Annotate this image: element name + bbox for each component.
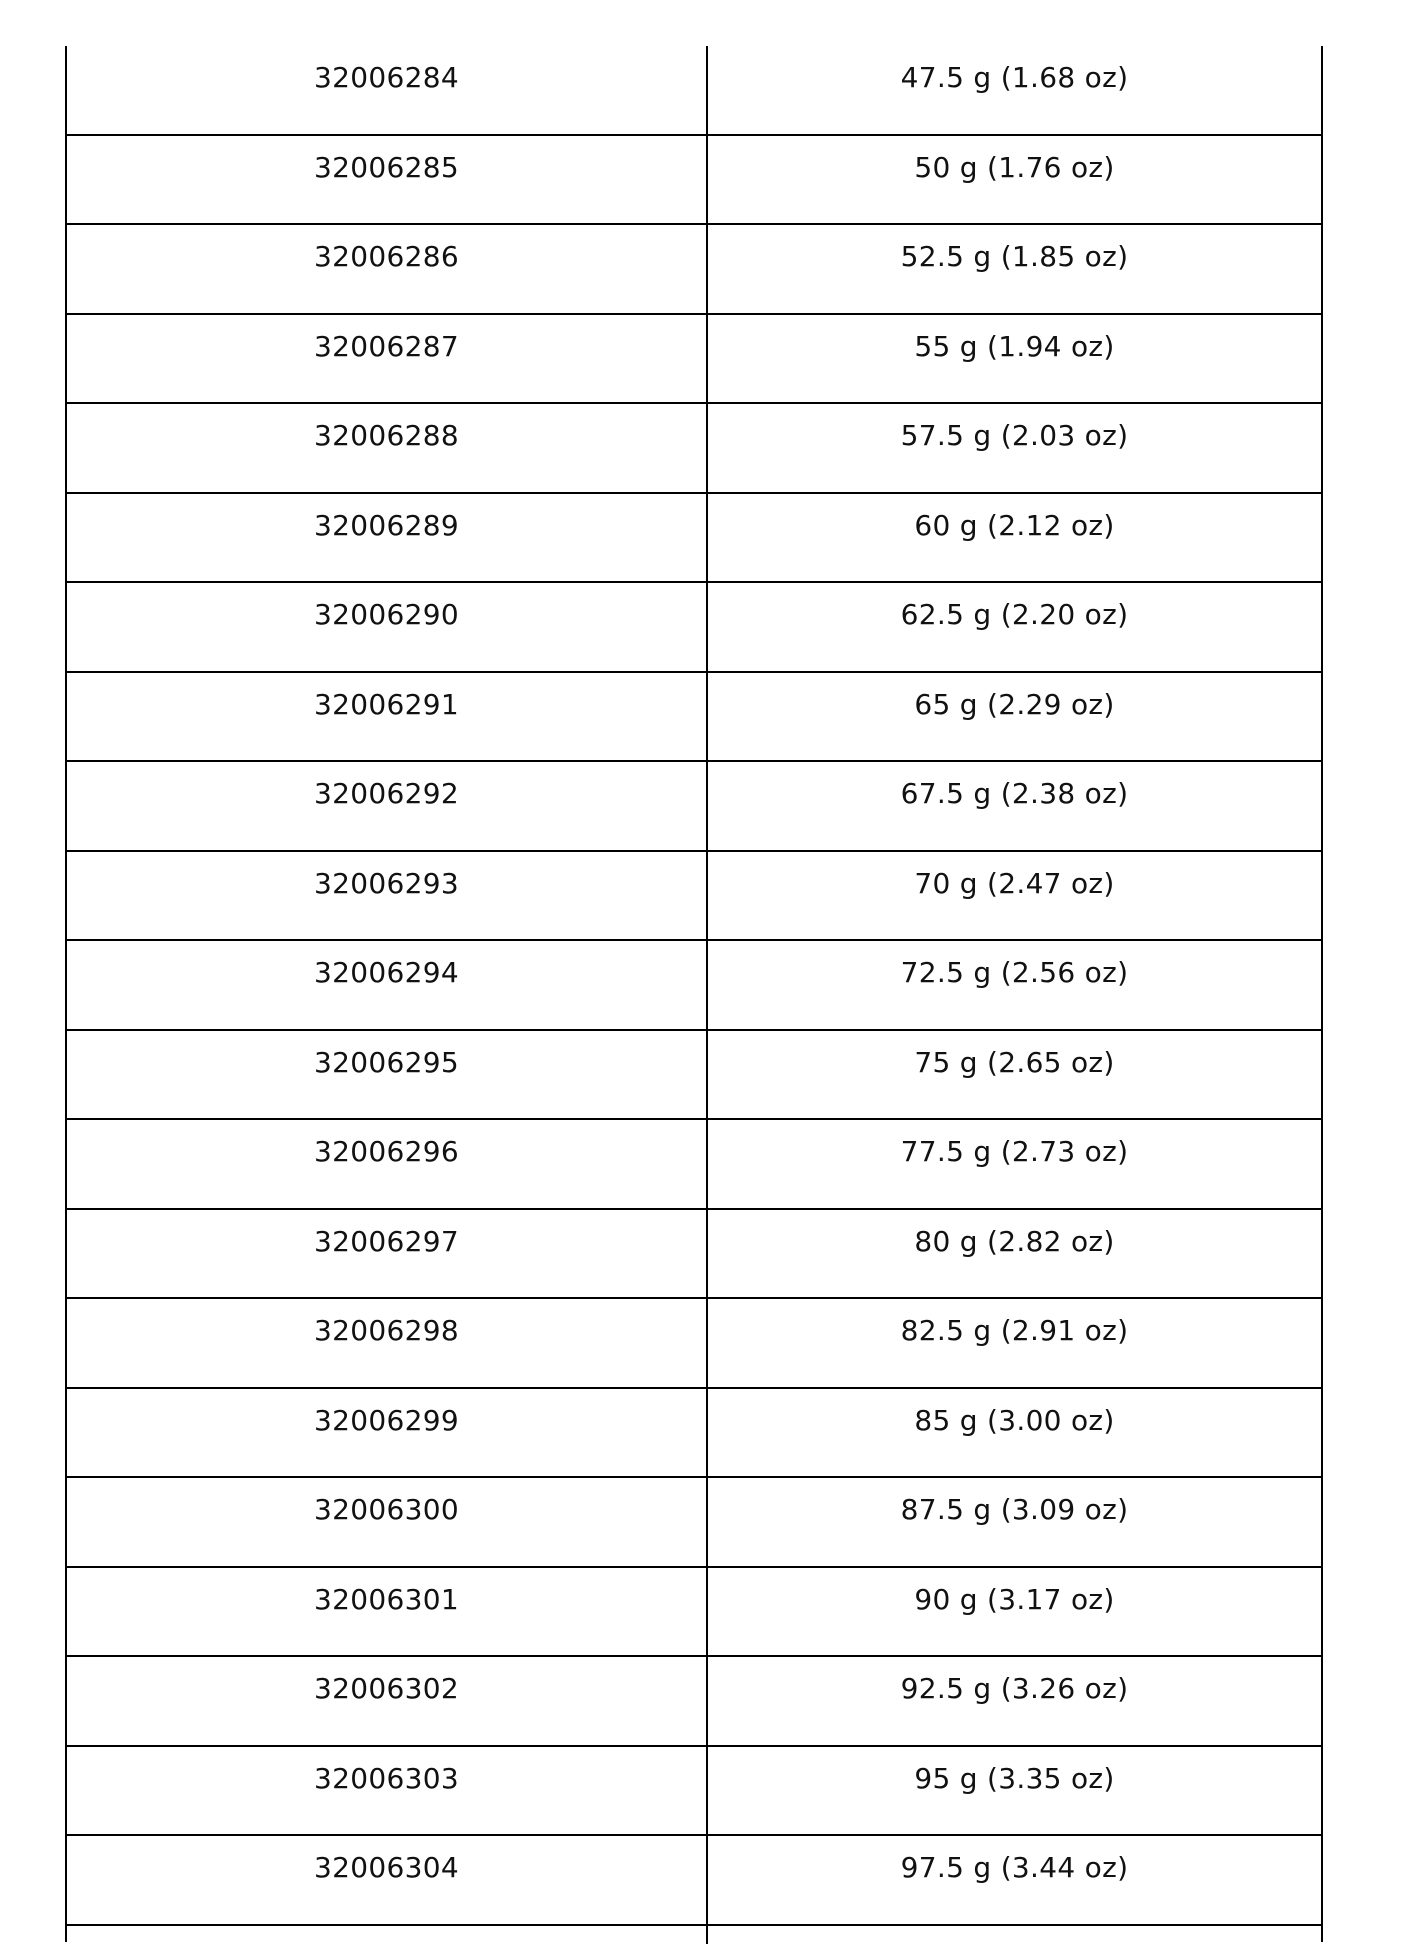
table-row [67,1657,1321,1747]
item-number-cell: 32006286 [67,225,708,313]
table-row [67,673,1321,763]
weight-cell: 90 g (3.17 oz) [914,1582,1115,1616]
item-number-cell: 32006302 [67,1657,708,1745]
item-number-cell: 32006297 [67,1210,708,1298]
product-weight-table [65,46,1323,1942]
table-row [67,762,1321,852]
item-number-cell: 32006294 [67,941,708,1029]
table-row [67,941,1321,1031]
weight-cell: 65 g (2.29 oz) [914,687,1115,721]
item-number-cell: 32006293 [67,852,708,940]
table-row [67,583,1321,673]
weight-cell: 47.5 g (1.68 oz) [900,61,1129,94]
table-row [67,136,1321,226]
table-row [67,1568,1321,1658]
weight-cell: 80 g (2.82 oz) [914,1224,1115,1258]
item-number-cell: 32006291 [67,673,708,761]
table-row [67,1747,1321,1837]
table-row [67,1389,1321,1479]
weight-cell: 92.5 g (3.26 oz) [900,1672,1129,1705]
table-row [67,1478,1321,1568]
item-number-cell: 32006287 [67,315,708,403]
weight-cell: 67.5 g (2.38 oz) [900,777,1129,810]
item-number-cell: 32006300 [67,1478,708,1566]
weight-cell: 75 g (2.65 oz) [914,1045,1115,1079]
item-number-cell: 32006295 [67,1031,708,1119]
item-number-cell: 32006303 [67,1747,708,1835]
table-row [67,494,1321,584]
weight-cell: 85 g (3.00 oz) [914,1403,1115,1437]
weight-cell: 72.5 g (2.56 oz) [900,956,1129,989]
item-number-cell: 32006289 [67,494,708,582]
weight-cell: 50 g (1.76 oz) [914,150,1115,184]
table-row [67,315,1321,405]
weight-cell: 87.5 g (3.09 oz) [900,1493,1129,1526]
table-row [67,1299,1321,1389]
table-row [67,852,1321,942]
weight-cell: 60 g (2.12 oz) [914,508,1115,542]
item-number-cell: 32006299 [67,1389,708,1477]
item-number-cell: 32006298 [67,1299,708,1387]
weight-cell: 70 g (2.47 oz) [914,866,1115,900]
item-number-cell: 32006288 [67,404,708,492]
table-row [67,1031,1321,1121]
item-number-cell: 32006284 [67,46,708,134]
table-row [67,1120,1321,1210]
item-number-cell: 32006290 [67,583,708,671]
weight-cell: 77.5 g (2.73 oz) [900,1135,1129,1168]
item-number-cell: 32006301 [67,1568,708,1656]
table-row [67,1836,1321,1926]
weight-cell: 55 g (1.94 oz) [914,329,1115,363]
table-row [67,1210,1321,1300]
weight-cell: 62.5 g (2.20 oz) [900,598,1129,631]
weight-cell: 82.5 g (2.91 oz) [900,1314,1129,1347]
table-row [67,1926,1321,1942]
item-number-cell: 32006304 [67,1836,708,1924]
weight-cell: 95 g (3.35 oz) [914,1761,1115,1795]
item-number-cell: 32006296 [67,1120,708,1208]
weight-cell [708,1926,1321,1944]
table-row [67,225,1321,315]
weight-cell: 52.5 g (1.85 oz) [900,240,1129,273]
weight-cell: 97.5 g (3.44 oz) [900,1851,1129,1884]
item-number-cell: 32006285 [67,136,708,224]
table-row [67,404,1321,494]
table-row [67,46,1321,136]
item-number-cell [67,1926,708,1944]
item-number-cell: 32006292 [67,762,708,850]
weight-cell: 57.5 g (2.03 oz) [900,419,1129,452]
